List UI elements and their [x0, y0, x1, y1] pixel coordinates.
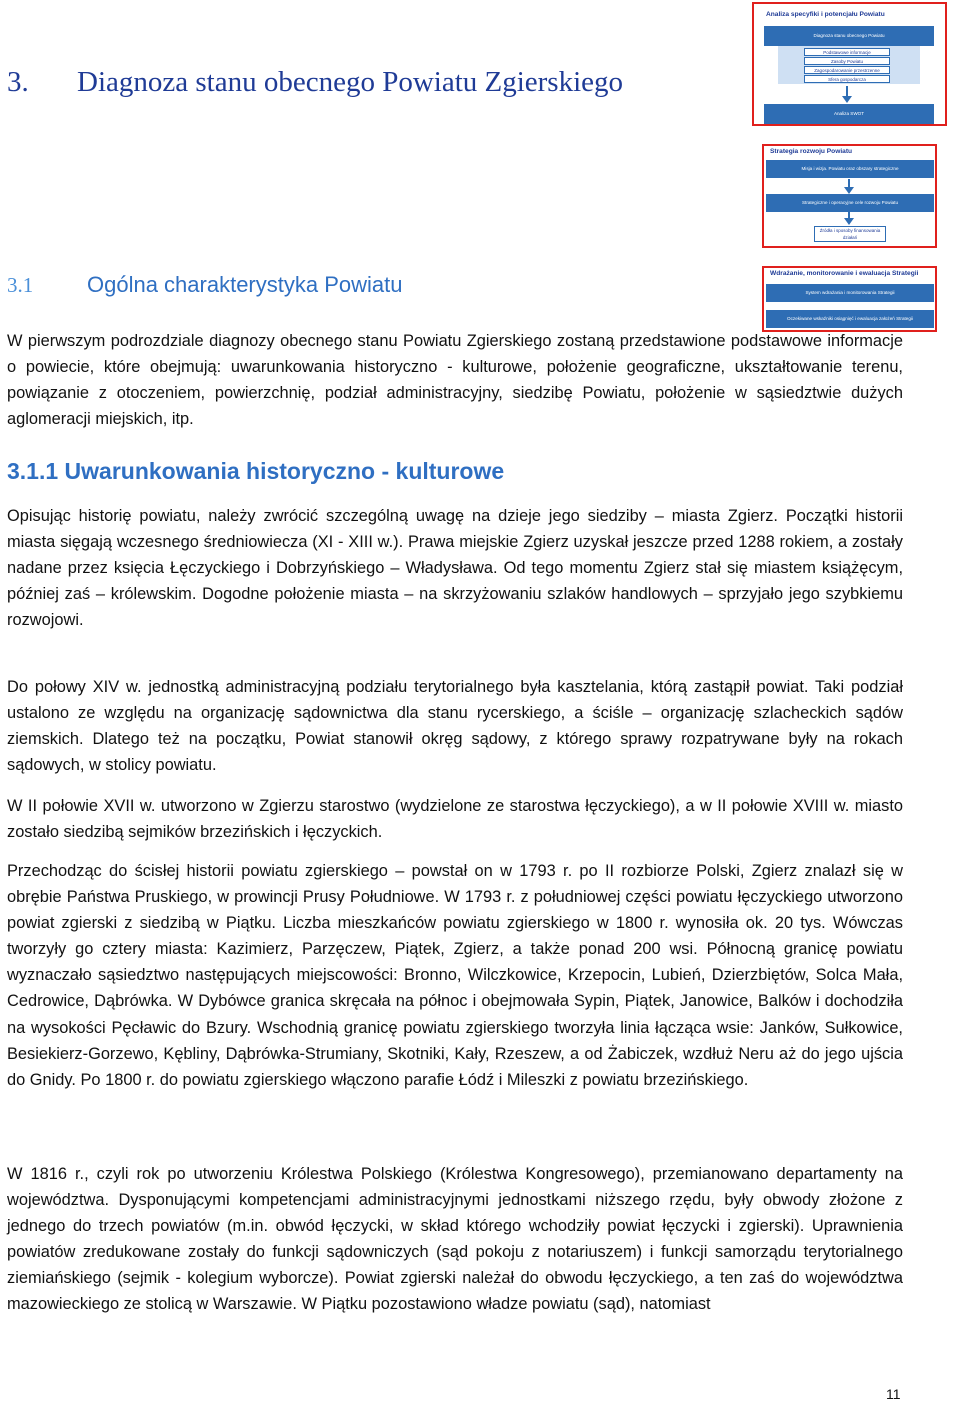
diagram-item: Zagospodarowanie przestrzenne — [804, 66, 890, 74]
diagram-strategy-box — [762, 144, 937, 248]
section-title: Ogólna charakterystyka Powiatu — [87, 272, 403, 297]
subsection-heading — [7, 458, 504, 485]
diagram-item: Sfera gospodarcza — [804, 75, 890, 83]
diagram-analysis-title: Analiza specyfiki i potencjału Powiatu — [766, 11, 885, 18]
diagram-implementation-title: Wdrażanie, monitorowanie i ewaluacja Strategii — [770, 270, 919, 277]
diagram-diagnosis-bar: Diagnoza stanu obecnego Powiatu — [764, 26, 934, 46]
strategy-diagram — [752, 2, 947, 332]
diagram-financing-item: Źródła i sposoby finansowania działań — [814, 226, 886, 242]
diagram-mission-bar: Misja i wizja. Powiatu oraz obszary strategiczne — [766, 160, 934, 178]
page-number: 11 — [886, 1386, 901, 1402]
diagram-evaluation-bar: Oczekiwane wskaźniki osiągnięć i ewaluacja założeń Strategii — [766, 310, 934, 328]
section-number: 3.1 — [7, 273, 34, 297]
body-paragraph: W II połowie XVII w. utworzono w Zgierzu starostwo (wydzielone ze starostwa łęczyckiego), a w II połowie XVIII w. miasto zostało siedzibą sejmików brzezińskich i łęczyckich. — [7, 797, 903, 842]
diagram-arrow-head — [844, 218, 854, 225]
diagram-swot-bar: Analiza SWOT — [764, 104, 934, 124]
diagram-analysis-box — [752, 2, 947, 126]
diagram-arrow-head — [844, 187, 854, 194]
diagram-item: Zasoby Powiatu — [804, 57, 890, 65]
chapter-title: Diagnoza stanu obecnego Powiatu Zgierskiego — [77, 66, 624, 98]
subsection-title: Uwarunkowania historyczno - kulturowe — [64, 458, 505, 484]
diagram-goals-bar: Strategiczne i operacyjne cele rozwoju Powiatu — [766, 194, 934, 212]
intro-paragraph: W pierwszym podrozdziale diagnozy obecnego stanu Powiatu Zgierskiego zostaną przedstawione podstawowe informacje o powiecie, które obejmują: uwarunkowania historyczno - kulturowe, położenie geograficzne, ukształtowanie terenu, powiązanie z otoczeniem, powierzchnię, podział administracyjny, siedzibę Powiatu, położenie w sąsiedztwie dużych aglomeracji miejskich, itp. — [7, 332, 903, 429]
diagram-item: Podstawowe informacje — [804, 48, 890, 56]
body-paragraph: W 1816 r., czyli rok po utworzeniu Królestwa Polskiego (Królestwa Kongresowego), przemianowano departamenty na województwa. Dysponującymi kompetencjami administracyjnymi jednostkami niższego rzędu, były obwody złożone z jednego do trzech powiatów (m.in. obwód łęczycki, w skład którego wchodziły powiat łęczycki i zgierski). Uprawnienia powiatów zredukowane zostały do funkcji sądowniczych (sąd pokoju z notariuszem) i funkcji samorządu terytorialnego ziemiańskiego (sejmik - kolegium wyborcze). Powiat zgierski należał do obwodu łęczyckiego, a ten zaś do województwa mazowieckiego ze stolicą w Warszawie. W Piątku pozostawiono władze powiatu (sąd), natomiast — [7, 1165, 903, 1314]
chapter-number: 3. — [7, 66, 29, 98]
subsection-number: 3.1.1 — [7, 458, 59, 484]
diagram-strategy-title: Strategia rozwoju Powiatu — [770, 148, 853, 155]
diagram-implementation-box — [762, 266, 937, 332]
body-paragraph: Opisując historię powiatu, należy zwrócić szczególną uwagę na dzieje jego siedziby – miasta Zgierz. Początki historii miasta sięgają wczesnego średniowiecza (XI - XIII w.). Prawa miejskie Zgierz uzyskał jeszcze przed 1288 rokiem, a zostały nadane przez księcia Łęczyckiego i Dobrzyńskiego – Władysława. Od tego momentu Zgierz stał się miastem książęcym, później zaś – królewskim. Dogodne położenie miasta – na skrzyżowaniu szlaków handlowych – sprzyjało jego szybkiemu rozwojowi. — [7, 507, 903, 630]
body-paragraph: Przechodząc do ścisłej historii powiatu zgierskiego – powstał on w 1793 r. po II rozbiorze Polski, Zgierz znalazł się w obrębie Państwa Pruskiego, w prowincji Prusy Południowe. W 1793 r. z południowej części powiatu łęczyckiego utworzono powiat zgierski z siedzibą w Piątku. Liczba mieszkańców powiatu zgierskiego w 1800 r. wynosiła ok. 20 tys. Wówczas tworzyły go cztery miasta: Kazimierz, Parzęczew, Piątek, Zgierz, a także ponad 200 wsi. Północną granicę powiatu wyznaczało sąsiedztwo następujących miejscowości: Bronno, Wilczkowice, Krzepocin, Lubień, Dzierzbiętów, Solca Mała, Cedrowice, Dąbrówka. W Dybówce granica skręcała na północ i obejmowała Sypin, Piątek, Janowice, Balków i dochodziła na wysokości Pęcławic do Bzury. Wschodnią granicę powiatu zgierskiego tworzyła linia łącząca wsie: Janków, Sułkowice, Besiekierz-Gorzewo, Kębliny, Dąbrówka-Strumiany, Skotniki, Kały, Rzeszew, a od Żabiczek, wzdłuż Neru aż do jego ujścia do Gnidy. Po 1800 r. do powiatu zgierskiego włączono parafie Łódź i Mileszki z powiatu brzezińskiego. — [7, 862, 903, 1089]
section-heading — [7, 272, 403, 298]
diagram-arrow-head — [842, 96, 852, 103]
body-paragraph: Do połowy XIV w. jednostką administracyjną podziału terytorialnego była kasztelania, którą zastąpił powiat. Taki podział ustalono ze względu na organizację sądownictwa dla stanu rycerskiego, a ściśle – organizację szlacheckich sądów ziemskich. Dlatego też na początku, Powiat stanowił okręg sądowy, z którego sprawy rozpatrywane były na rokach sądowych, w stolicy powiatu. — [7, 678, 903, 775]
chapter-heading — [7, 66, 623, 99]
diagram-monitoring-bar: System wdrażania i monitorowania Strategii — [766, 284, 934, 302]
